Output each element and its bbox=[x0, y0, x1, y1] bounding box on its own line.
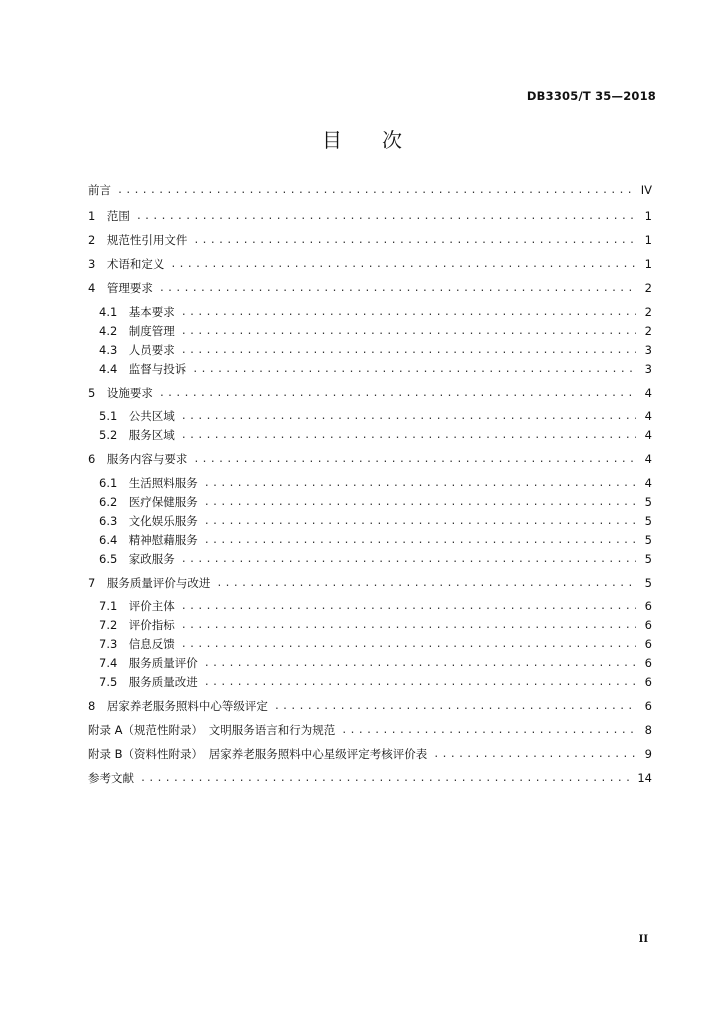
toc-entry[interactable] bbox=[99, 323, 652, 339]
toc-entry[interactable] bbox=[99, 617, 652, 633]
toc-leader-dots bbox=[159, 387, 636, 401]
toc-entry-page: 4 bbox=[644, 452, 652, 466]
toc-entry[interactable] bbox=[88, 770, 652, 786]
toc-entry[interactable] bbox=[99, 408, 652, 424]
toc-leader-dots bbox=[181, 429, 636, 443]
toc-leader-dots bbox=[181, 325, 636, 339]
toc-entry-label: 7 服务质量评价与改进 bbox=[88, 576, 211, 590]
toc-leader-dots bbox=[181, 553, 636, 567]
toc-entry-label: 7.4 服务质量评价 bbox=[99, 656, 198, 670]
toc-entry[interactable] bbox=[88, 451, 652, 467]
toc-entry-page: 4 bbox=[644, 386, 652, 400]
toc-leader-dots bbox=[193, 453, 636, 467]
toc-entry-label: 4.3 人员要求 bbox=[99, 343, 175, 357]
toc-entry-label: 附录 B（资料性附录） 居家养老服务照料中心星级评定考核评价表 bbox=[88, 747, 428, 761]
toc-entry-page: 5 bbox=[644, 576, 652, 590]
toc-entry-page: 6 bbox=[644, 599, 652, 613]
toc-entry-label: 6.2 医疗保健服务 bbox=[99, 495, 198, 509]
toc-entry-page: 2 bbox=[644, 305, 652, 319]
toc-entry-label: 8 居家养老服务照料中心等级评定 bbox=[88, 699, 268, 713]
toc-leader-dots bbox=[204, 657, 636, 671]
toc-entry-page: 9 bbox=[644, 747, 652, 761]
toc-leader-dots bbox=[204, 477, 636, 491]
toc-entry-label: 6.1 生活照料服务 bbox=[99, 476, 198, 490]
toc-entry[interactable] bbox=[99, 513, 652, 529]
toc-entry-label: 4.4 监督与投诉 bbox=[99, 362, 187, 376]
toc-leader-dots bbox=[140, 772, 631, 786]
standard-code: DB3305/T 35—2018 bbox=[526, 89, 656, 103]
toc-entry[interactable] bbox=[88, 722, 652, 738]
toc-entry[interactable] bbox=[88, 280, 652, 296]
toc-entry-page: 6 bbox=[644, 637, 652, 651]
toc-entry-page: 1 bbox=[644, 209, 652, 223]
toc-leader-dots bbox=[274, 700, 636, 714]
toc-entry[interactable] bbox=[99, 342, 652, 358]
toc-entry-page: 2 bbox=[644, 324, 652, 338]
toc-entry-page: 3 bbox=[644, 362, 652, 376]
toc-leader-dots bbox=[170, 258, 636, 272]
toc-entry[interactable] bbox=[88, 575, 652, 591]
toc-entry-label: 3 术语和定义 bbox=[88, 257, 165, 271]
toc-entry[interactable] bbox=[99, 674, 652, 690]
toc-entry[interactable] bbox=[99, 655, 652, 671]
toc-entry-page: IV bbox=[640, 183, 652, 197]
toc-entry-label: 6.4 精神慰藉服务 bbox=[99, 533, 198, 547]
toc-entry-page: 5 bbox=[644, 533, 652, 547]
toc-leader-dots bbox=[181, 344, 636, 358]
toc-leader-dots bbox=[204, 515, 636, 529]
toc-entry[interactable] bbox=[99, 304, 652, 320]
toc-entry-page: 6 bbox=[644, 675, 652, 689]
toc-entry-label: 4.1 基本要求 bbox=[99, 305, 175, 319]
toc-entry-page: 8 bbox=[644, 723, 652, 737]
toc-leader-dots bbox=[341, 724, 636, 738]
toc-leader-dots bbox=[216, 577, 636, 591]
toc-entry[interactable] bbox=[99, 598, 652, 614]
toc-entry[interactable] bbox=[88, 698, 652, 714]
toc-leader-dots bbox=[204, 676, 636, 690]
toc-entry-page: 4 bbox=[644, 428, 652, 442]
toc-leader-dots bbox=[181, 638, 636, 652]
toc-entry-label: 6.3 文化娱乐服务 bbox=[99, 514, 198, 528]
toc-entry[interactable] bbox=[88, 385, 652, 401]
toc-leader-dots bbox=[193, 234, 636, 248]
toc-entry-label: 1 范围 bbox=[88, 209, 130, 223]
toc-leader-dots bbox=[136, 210, 636, 224]
toc-entry-page: 5 bbox=[644, 495, 652, 509]
toc-entry[interactable] bbox=[99, 361, 652, 377]
toc-entry-label: 5.1 公共区域 bbox=[99, 409, 175, 423]
toc-entry-label: 附录 A（规范性附录） 文明服务语言和行为规范 bbox=[88, 723, 336, 737]
toc-entry-label: 4.2 制度管理 bbox=[99, 324, 175, 338]
toc-entry-label: 7.1 评价主体 bbox=[99, 599, 175, 613]
toc-leader-dots bbox=[181, 306, 636, 320]
toc-entry-page: 6 bbox=[644, 656, 652, 670]
toc-leader-dots bbox=[117, 184, 635, 198]
toc-entry-label: 4 管理要求 bbox=[88, 281, 153, 295]
title-part-2: 次 bbox=[382, 128, 402, 152]
toc-entry-label: 5 设施要求 bbox=[88, 386, 153, 400]
toc-entry-label: 前言 bbox=[88, 183, 111, 197]
toc-entry-label: 7.5 服务质量改进 bbox=[99, 675, 198, 689]
toc-leader-dots bbox=[181, 600, 636, 614]
toc-entry-page: 5 bbox=[644, 514, 652, 528]
page-number: II bbox=[638, 934, 648, 945]
toc-entry[interactable] bbox=[99, 427, 652, 443]
toc-entry-page: 3 bbox=[644, 343, 652, 357]
toc-leader-dots bbox=[204, 534, 636, 548]
toc-entry[interactable] bbox=[99, 494, 652, 510]
toc-entry-page: 4 bbox=[644, 409, 652, 423]
toc-leader-dots bbox=[433, 748, 636, 762]
toc-leader-dots bbox=[192, 363, 636, 377]
toc-entry-page: 14 bbox=[637, 771, 652, 785]
toc-leader-dots bbox=[159, 282, 636, 296]
toc-entry-label: 7.2 评价指标 bbox=[99, 618, 175, 632]
toc-entry[interactable] bbox=[88, 182, 652, 198]
toc-entry[interactable] bbox=[99, 532, 652, 548]
toc-entry[interactable] bbox=[88, 232, 652, 248]
toc-entry-page: 5 bbox=[644, 552, 652, 566]
toc-entry-page: 6 bbox=[644, 618, 652, 632]
toc-entry-page: 4 bbox=[644, 476, 652, 490]
toc-entry-page: 1 bbox=[644, 257, 652, 271]
toc-leader-dots bbox=[204, 496, 636, 510]
toc-entry[interactable] bbox=[88, 208, 652, 224]
toc-entry[interactable] bbox=[99, 636, 652, 652]
toc-entry-label: 参考文献 bbox=[88, 771, 134, 785]
toc-entry-label: 7.3 信息反馈 bbox=[99, 637, 175, 651]
title-part-1: 目 bbox=[322, 128, 342, 152]
toc-entry-label: 6 服务内容与要求 bbox=[88, 452, 188, 466]
toc-entry-label: 5.2 服务区域 bbox=[99, 428, 175, 442]
toc-entry-label: 6.5 家政服务 bbox=[99, 552, 175, 566]
toc-entry-page: 6 bbox=[644, 699, 652, 713]
toc-entry[interactable] bbox=[88, 256, 652, 272]
toc-entry[interactable] bbox=[99, 475, 652, 491]
toc-entry[interactable] bbox=[88, 746, 652, 762]
toc-leader-dots bbox=[181, 619, 636, 633]
toc-entry-page: 1 bbox=[644, 233, 652, 247]
toc-entry-label: 2 规范性引用文件 bbox=[88, 233, 188, 247]
toc-entry-page: 2 bbox=[644, 281, 652, 295]
toc-leader-dots bbox=[181, 410, 636, 424]
page-title bbox=[0, 124, 724, 153]
toc-entry[interactable] bbox=[99, 551, 652, 567]
